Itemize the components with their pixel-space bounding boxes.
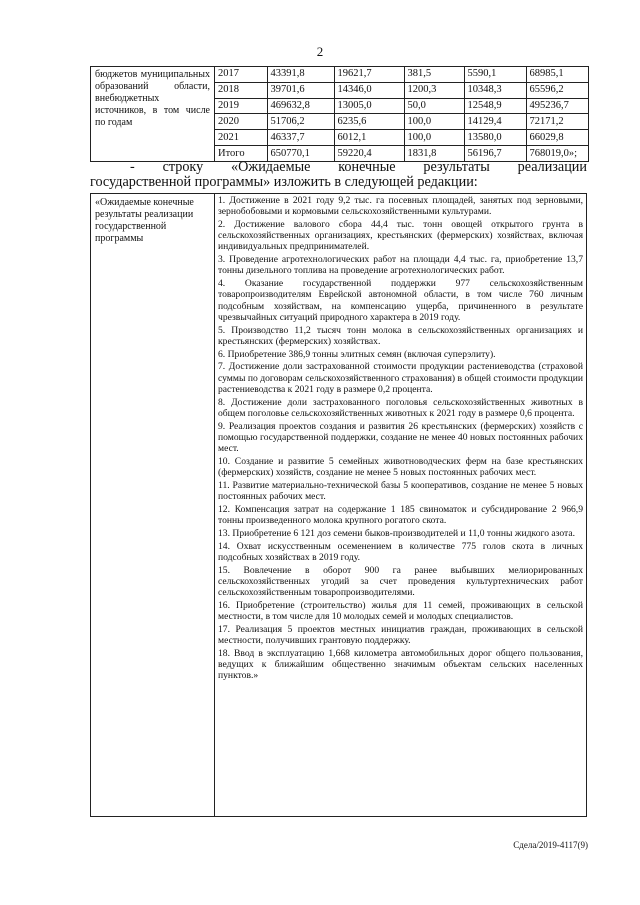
table-cell: 650770,1 bbox=[267, 146, 334, 161]
list-item: 2. Достижение валового сбора 44,4 тыс. тонн овощей открытого грунта в сельскохозяйственных организациях, крестьянских (фермерских) хозяйствах, включая индивидуальных предпринимателей. bbox=[218, 219, 583, 253]
table-cell: 10348,3 bbox=[464, 82, 526, 98]
instruction-word: конечные bbox=[338, 159, 396, 175]
table-cell: 66029,8 bbox=[526, 130, 588, 146]
list-item: 13. Приобретение 6 121 доз семени быков-производителей и 11,0 тонны жидкого азота. bbox=[218, 527, 576, 539]
expected-results-label: «Ожидаемые конечные результаты реализации государственной программы bbox=[91, 194, 215, 816]
table-cell: 72171,2 bbox=[526, 114, 588, 130]
table-cell: 13580,0 bbox=[464, 130, 526, 146]
table-cell: 39701,6 bbox=[267, 82, 334, 98]
list-item: 8. Достижение доли застрахованного поголовья сельскохозяйственных животных в общем поголовье сельскохозяйственных животных к 2021 году в размере 0,6 процента. bbox=[218, 396, 583, 419]
funding-section bbox=[90, 66, 589, 162]
instruction-word: реализации bbox=[517, 159, 587, 175]
instruction-word: строку bbox=[162, 159, 204, 175]
list-item: 14. Охват искусственным осеменением в количестве 775 голов скота в личных подсобных хозяйствах в 2019 году. bbox=[218, 540, 583, 563]
instruction-word: «Ожидаемые bbox=[231, 159, 311, 175]
table-cell: 14346,0 bbox=[334, 82, 404, 98]
table-cell: 1200,3 bbox=[404, 82, 464, 98]
table-cell: 43391,8 bbox=[267, 67, 334, 82]
table-cell: 51706,2 bbox=[267, 114, 334, 130]
table-cell: Итого bbox=[215, 146, 267, 161]
table-cell: 13005,0 bbox=[334, 98, 404, 114]
instruction-word: - bbox=[130, 159, 135, 175]
list-item: 15. Вовлечение в оборот 900 га ранее выбывших мелиорированных сельскохозяйственных угодий за счет проведения культуртехнических работ сельскохозяйственным товаропроизводителями. bbox=[218, 564, 583, 599]
table-cell: 68985,1 bbox=[526, 67, 588, 82]
instruction-line-1 bbox=[90, 160, 587, 175]
table-cell: 12548,9 bbox=[464, 98, 526, 114]
list-item: 7. Достижение доли застрахованной стоимости продукции растениеводства (страховой суммы по договорам сельскохозяйственного страхования) в общей стоимости продукции растениеводства к 2021 году в размере 0,2 процента. bbox=[218, 361, 583, 395]
table-row bbox=[215, 82, 588, 98]
list-item: 12. Компенсация затрат на содержание 1 185 свиноматок и субсидирование 2 966,9 тонны произведенного молока крупного рогатого скота. bbox=[218, 503, 583, 527]
document-code: Сдела/2019-4117(9) bbox=[513, 840, 588, 850]
funding-label: бюджетов муниципальных образований области, внебюджетных источников, в том числе по годам bbox=[91, 67, 215, 161]
list-item: 6. Приобретение 386,9 тонны элитных семян (включая суперэлиту). bbox=[218, 348, 496, 360]
table-row bbox=[215, 130, 588, 146]
table-cell: 2020 bbox=[215, 114, 267, 130]
list-item: 18. Ввод в эксплуатацию 1,668 километра автомобильных дорог общего пользования, ведущих к ближайшим общественно значимым объектам сельских населенных пунктов.» bbox=[218, 647, 583, 682]
instruction-line-2: государственной программы» изложить в следующей редакции: bbox=[90, 174, 478, 190]
table-cell: 2021 bbox=[215, 130, 267, 146]
table-row bbox=[215, 67, 588, 82]
list-item: 16. Приобретение (строительство) жилья для 11 семей, проживающих в сельской местности, в том числе для 10 молодых семей и молодых специалистов. bbox=[218, 599, 583, 623]
table-cell: 56196,7 bbox=[464, 146, 526, 161]
table-cell: 2019 bbox=[215, 98, 267, 114]
table-cell: 14129,4 bbox=[464, 114, 526, 130]
table-cell: 768019,0»; bbox=[526, 146, 588, 161]
table-cell: 2018 bbox=[215, 82, 267, 98]
table-row bbox=[215, 98, 588, 114]
instruction-word: результаты bbox=[423, 159, 490, 175]
table-cell: 495236,7 bbox=[526, 98, 588, 114]
page-number: 2 bbox=[316, 44, 324, 59]
table-cell: 6012,1 bbox=[334, 130, 404, 146]
table-cell: 100,0 bbox=[404, 130, 464, 146]
table-cell: 6235,6 bbox=[334, 114, 404, 130]
table-cell: 469632,8 bbox=[267, 98, 334, 114]
list-item: 10. Создание и развитие 5 семейных животноводческих ферм на базе крестьянских (фермерских) хозяйств, создание не менее 5 новых постоянных рабочих мест. bbox=[218, 455, 583, 479]
list-item: 11. Развитие материально-технической базы 5 кооперативов, создание не менее 5 новых постоянных рабочих мест. bbox=[218, 479, 583, 503]
table-cell: 19621,7 bbox=[334, 67, 404, 82]
table-cell: 50,0 bbox=[404, 98, 464, 114]
table-cell: 46337,7 bbox=[267, 130, 334, 146]
list-item: 1. Достижение в 2021 году 9,2 тыс. га посевных площадей, занятых под зерновыми, зернобобовыми и кормовыми сельскохозяйственными культурами. bbox=[218, 195, 583, 218]
table-cell: 2017 bbox=[215, 67, 267, 82]
list-item: 17. Реализация 5 проектов местных инициатив граждан, проживающих в сельской местности, получивших грантовую поддержку. bbox=[218, 623, 583, 647]
expected-results-list bbox=[215, 194, 586, 816]
table-cell: 5590,1 bbox=[464, 67, 526, 82]
expected-results-section bbox=[90, 193, 587, 817]
table-cell: 100,0 bbox=[404, 114, 464, 130]
table-row bbox=[215, 114, 588, 130]
table-cell: 1831,8 bbox=[404, 146, 464, 161]
list-item: 3. Проведение агротехнологических работ на площади 4,4 тыс. га, приобретение 13,7 тонны дизельного топлива на проведение агротехнологических работ. bbox=[218, 254, 583, 277]
instruction-paragraph bbox=[90, 160, 587, 190]
funding-table bbox=[215, 67, 588, 161]
list-item: 5. Производство 11,2 тысяч тонн молока в сельскохозяйственных организациях и крестьянских (фермерских) хозяйствах. bbox=[218, 324, 583, 347]
table-cell: 65596,2 bbox=[526, 82, 588, 98]
table-cell: 59220,4 bbox=[334, 146, 404, 161]
list-item: 4. Оказание государственной поддержки 977 сельскохозяйственным товаропроизводителям Еврейской автономной области, в том числе 760 личным подсобным хозяйствам, на компенсацию ущерба, причиненного в результате чрезвычайных ситуаций природного характера в 2019 году. bbox=[218, 278, 583, 323]
table-cell: 381,5 bbox=[404, 67, 464, 82]
list-item: 9. Реализация проектов создания и развития 26 крестьянских (фермерских) хозяйств с помощью государственной поддержки, создание не менее 40 новых постоянных рабочих мест. bbox=[218, 420, 583, 455]
